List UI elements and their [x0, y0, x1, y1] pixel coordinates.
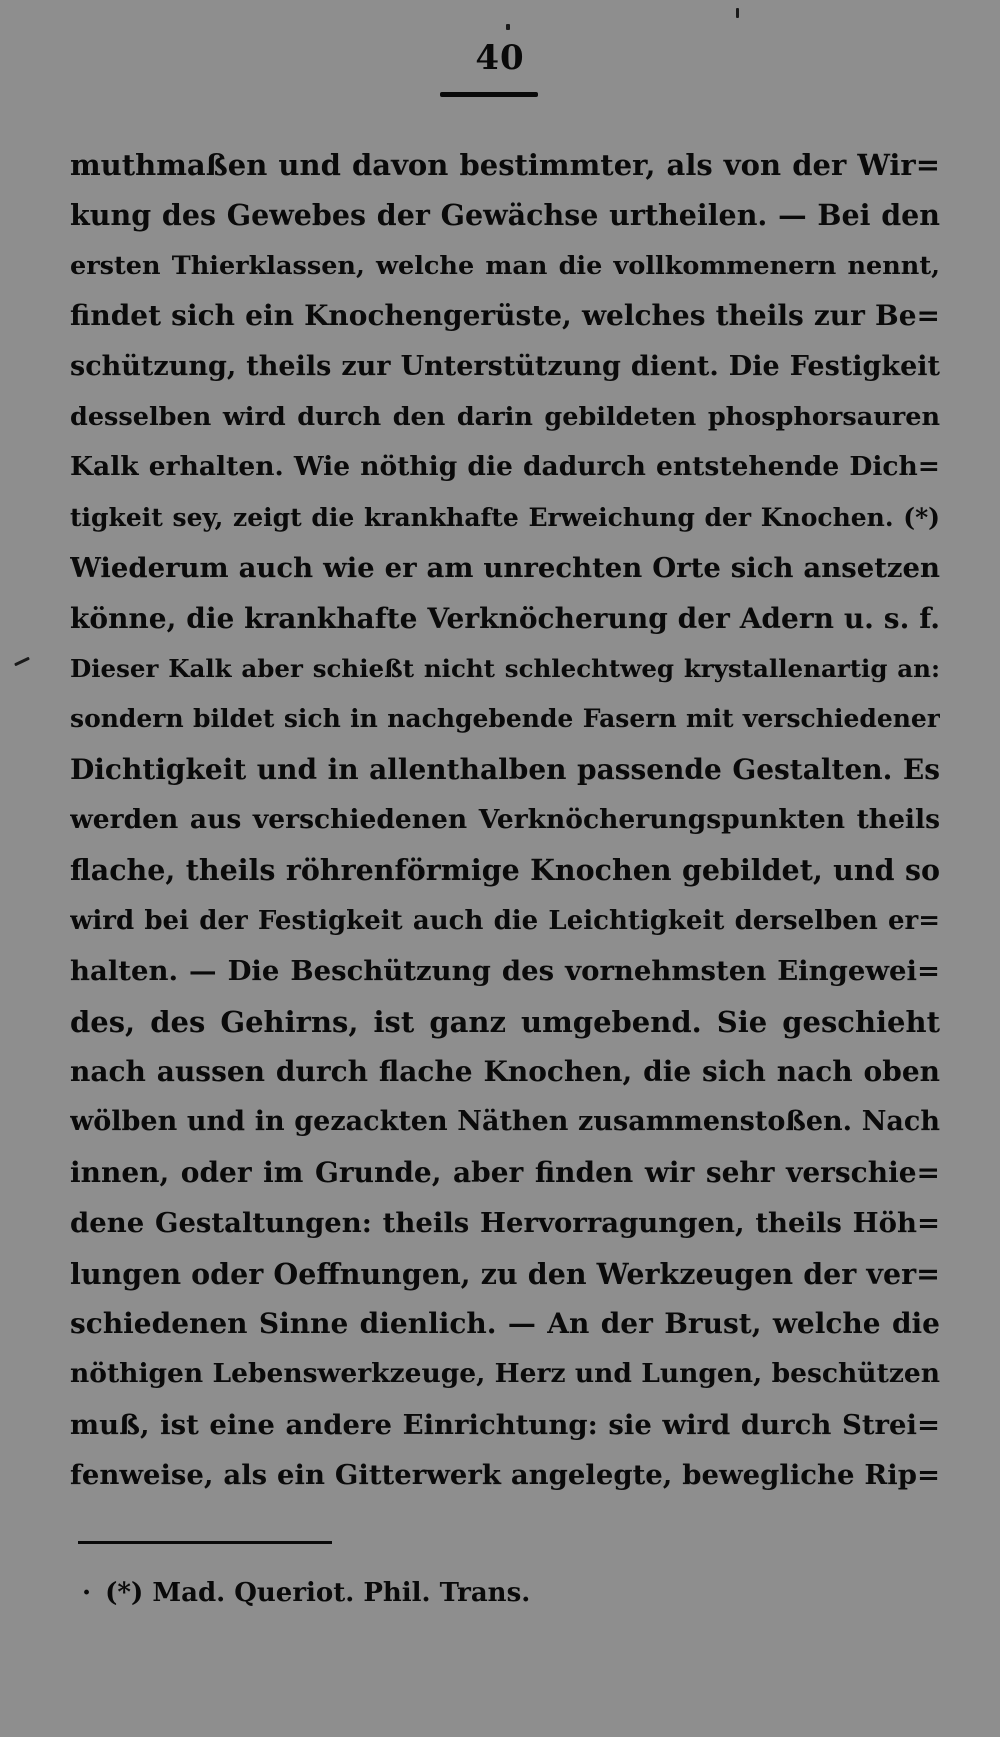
body-text: [70, 140, 940, 1501]
print-speck: [736, 8, 739, 18]
text-line: Dieser Kalk aber schießt nicht schlechtweg krystallenartig an:: [70, 653, 940, 683]
text-line: nöthigen Lebenswerkzeuge, Herz und Lungen, beschützen: [70, 1358, 940, 1390]
text-line: des, des Gehirns, ist ganz umgebend. Sie geschieht: [70, 1004, 940, 1039]
text-line: halten. — Die Beschützung des vornehmsten Eingewei=: [70, 955, 940, 988]
footnote: [82, 1578, 530, 1608]
text-line: könne, die krankhafte Verknöcherung der Adern u. s. f.: [70, 601, 940, 635]
text-line: wird bei der Festigkeit auch die Leichtigkeit derselben er=: [70, 905, 940, 936]
print-speck: [506, 24, 510, 30]
text-line: fenweise, als ein Gitterwerk angelegte, bewegliche Rip=: [70, 1459, 940, 1492]
text-line: findet sich ein Knochengerüste, welches theils zur Be=: [70, 299, 940, 333]
text-line: dene Gestaltungen: theils Hervorragungen, theils Höh=: [70, 1207, 940, 1240]
text-line: kung des Gewebes der Gewächse urtheilen. — Bei den: [70, 198, 940, 233]
text-line: tigkeit sey, zeigt die krankhafte Erweichung der Knochen. (*): [70, 502, 940, 532]
text-line: muß, ist eine andere Einrichtung: sie wird durch Strei=: [70, 1408, 940, 1441]
text-line: muthmaßen und davon bestimmter, als von der Wir=: [70, 148, 940, 182]
text-line: desselben wird durch den darin gebildeten phosphorsauren: [70, 401, 940, 432]
text-line: sondern bildet sich in nachgebende Fasern mit verschiedener: [70, 704, 940, 734]
text-line: Kalk erhalten. Wie nöthig die dadurch entstehende Dich=: [70, 451, 940, 483]
text-line: wölben und in gezackten Näthen zusammenstoßen. Nach: [70, 1106, 940, 1138]
page-number: 40: [475, 38, 525, 78]
text-line: schiedenen Sinne dienlich. — An der Brust, welche die: [70, 1306, 940, 1340]
text-line: lungen oder Oeffnungen, zu den Werkzeugen der ver=: [70, 1256, 940, 1291]
text-line: werden aus verschiedenen Verknöcherungspunkten theils: [70, 804, 940, 836]
header-rule: [440, 92, 538, 97]
text-line: innen, oder im Grunde, aber finden wir sehr verschie=: [70, 1155, 940, 1189]
text-line: schützung, theils zur Unterstützung dient. Die Festigkeit: [70, 350, 940, 382]
text-line: nach aussen durch flache Knochen, die sich nach oben: [70, 1055, 940, 1089]
text-line: ersten Thierklassen, welche man die vollkommenern nennt,: [70, 250, 940, 281]
text-line: Dichtigkeit und in allenthalben passende Gestalten. Es: [70, 752, 940, 786]
footnote-bullet: ·: [82, 1578, 92, 1608]
footnote-rule: [78, 1541, 332, 1544]
footnote-text: (*) Mad. Queriot. Phil. Trans.: [105, 1578, 531, 1608]
text-line: Wiederum auch wie er am unrechten Orte sich ansetzen: [70, 552, 940, 585]
print-speck: [14, 657, 30, 666]
text-line: flache, theils röhrenförmige Knochen gebildet, und so: [70, 853, 940, 888]
